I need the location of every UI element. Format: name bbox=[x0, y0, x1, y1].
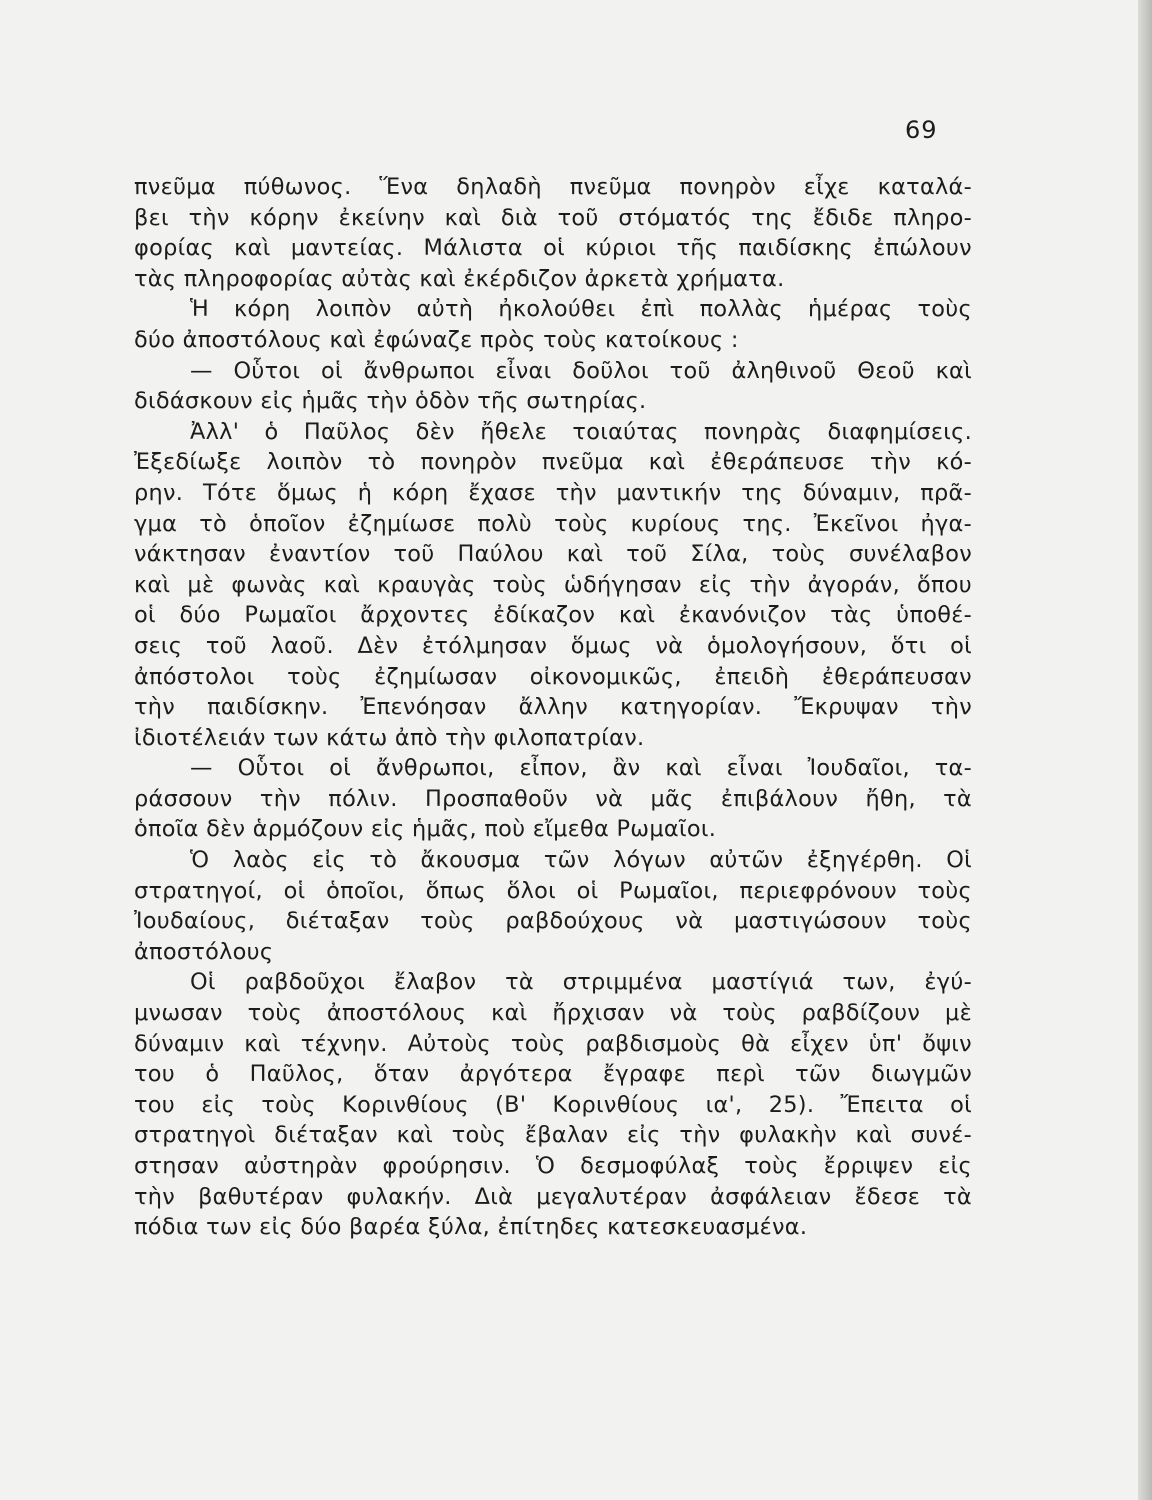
text-line-11: ρην. Τότε ὅμως ἡ κόρη ἔχασε τὴν μαντικήν της δύναμιν, πρᾶ- bbox=[134, 479, 972, 506]
text-line-14: καὶ μὲ φωνὰς καὶ κραυγὰς τοὺς ὡδήγησαν εἰς τὴν ἀγοράν, ὅπου bbox=[134, 571, 972, 598]
text-line-13: νάκτησαν ἐναντίον τοῦ Παύλου καὶ τοῦ Σίλα, τοὺς συνέλαβον bbox=[134, 541, 972, 568]
text-line-1: πνεῦμα πύθωνος. Ἕνα δηλαδὴ πνεῦμα πονηρὸν εἶχε καταλά- bbox=[134, 174, 972, 200]
text-line-6: δύο ἀποστόλους καὶ ἐφώναζε πρὸς τοὺς κατοίκους : bbox=[134, 326, 739, 353]
text-line-21: ράσσουν τὴν πόλιν. Προσπαθοῦν νὰ μᾶς ἐπιβάλουν ἤθη, τὰ bbox=[134, 785, 972, 812]
page-edge-shadow bbox=[1138, 0, 1152, 1500]
text-line-20: — Οὗτοι οἱ ἄνθρωποι, εἶπον, ἂν καὶ εἶναι Ἰουδαῖοι, τα- bbox=[190, 755, 972, 782]
page-number: 69 bbox=[905, 116, 938, 144]
text-line-26: ἀποστόλους bbox=[134, 938, 274, 965]
text-line-3: φορίας καὶ μαντείας. Μάλιστα οἱ κύριοι τῆς παιδίσκης ἐπώλουν bbox=[134, 235, 972, 262]
text-line-25: Ἰουδαίους, διέταξαν τοὺς ραβδούχους νὰ μαστιγώσουν τοὺς bbox=[134, 908, 972, 935]
text-line-24: στρατηγοί, οἱ ὁποῖοι, ὅπως ὅλοι οἱ Ρωμαῖοι, περιεφρόνουν τοὺς bbox=[134, 877, 972, 904]
text-line-9: Ἀλλ' ὁ Παῦλος δὲν ἤθελε τοιαύτας πονηρὰς διαφημίσεις. bbox=[190, 418, 972, 445]
text-line-10: Ἐξεδίωξε λοιπὸν τὸ πονηρὸν πνεῦμα καὶ ἐθεράπευσε τὴν κό- bbox=[134, 449, 972, 476]
text-line-22: ὁποῖα δὲν ἁρμόζουν εἰς ἡμᾶς, ποὺ εἴμεθα Ρωμαῖοι. bbox=[134, 816, 717, 843]
text-line-31: του εἰς τοὺς Κορινθίους (Β' Κορινθίους ια', 25). Ἔπειτα οἱ bbox=[134, 1091, 972, 1118]
text-line-17: ἀπόστολοι τοὺς ἐζημίωσαν οἰκονομικῶς, ἐπειδὴ ἐθεράπευσαν bbox=[134, 663, 972, 690]
text-line-27: Οἱ ραβδοῦχοι ἔλαβον τὰ στριμμένα μαστίγιά των, ἐγύ- bbox=[190, 969, 972, 996]
text-line-15: οἱ δύο Ρωμαῖοι ἄρχοντες ἐδίκαζον καὶ ἐκανόνιζον τὰς ὑποθέ- bbox=[134, 602, 972, 629]
text-line-18: τὴν παιδίσκην. Ἐπενόησαν ἄλλην κατηγορίαν. Ἔκρυψαν τὴν bbox=[134, 694, 972, 721]
text-line-34: τὴν βαθυτέραν φυλακήν. Διὰ μεγαλυτέραν ἀσφάλειαν ἔδεσε τὰ bbox=[134, 1183, 972, 1210]
text-line-29: δύναμιν καὶ τέχνην. Αὐτοὺς τοὺς ραβδισμοὺς θὰ εἶχεν ὑπ' ὄψιν bbox=[134, 1030, 972, 1057]
body-text bbox=[134, 172, 972, 1243]
text-line-35: πόδια των εἰς δύο βαρέα ξύλα, ἐπίτηδες κατεσκευασμένα. bbox=[134, 1214, 808, 1241]
text-line-33: στησαν αὐστηρὰν φρούρησιν. Ὁ δεσμοφύλαξ τοὺς ἔρριψεν εἰς bbox=[134, 1153, 972, 1179]
text-line-30: του ὁ Παῦλος, ὅταν ἀργότερα ἔγραφε περὶ τῶν διωγμῶν bbox=[134, 1061, 972, 1088]
text-line-8: διδάσκουν εἰς ἡμᾶς τὴν ὁδὸν τῆς σωτηρίας. bbox=[134, 388, 647, 415]
text-line-16: σεις τοῦ λαοῦ. Δὲν ἐτόλμησαν ὅμως νὰ ὁμολογήσουν, ὅτι οἱ bbox=[134, 632, 972, 659]
text-line-12: γμα τὸ ὁποῖον ἐζημίωσε πολὺ τοὺς κυρίους της. Ἐκεῖνοι ἠγα- bbox=[134, 510, 972, 537]
text-line-32: στρατηγοὶ διέταξαν καὶ τοὺς ἔβαλαν εἰς τὴν φυλακὴν καὶ συνέ- bbox=[134, 1122, 972, 1149]
text-line-7: — Οὗτοι οἱ ἄνθρωποι εἶναι δοῦλοι τοῦ ἀληθινοῦ Θεοῦ καὶ bbox=[190, 357, 972, 384]
text-line-4: τὰς πληροφορίας αὐτὰς καὶ ἐκέρδιζον ἀρκετὰ χρήματα. bbox=[134, 265, 785, 292]
text-line-2: βει τὴν κόρην ἐκείνην καὶ διὰ τοῦ στόματός της ἔδιδε πληρο- bbox=[134, 204, 972, 231]
text-line-19: ἰδιοτέλειάν των κάτω ἀπὸ τὴν φιλοπατρίαν. bbox=[134, 724, 645, 751]
text-line-28: μνωσαν τοὺς ἀποστόλους καὶ ἤρχισαν νὰ τοὺς ραβδίζουν μὲ bbox=[134, 1000, 972, 1027]
text-line-23: Ὁ λαὸς εἰς τὸ ἄκουσμα τῶν λόγων αὐτῶν ἐξηγέρθη. Οἱ bbox=[190, 847, 972, 874]
text-line-5: Ἡ κόρη λοιπὸν αὐτὴ ἠκολούθει ἐπὶ πολλὰς ἡμέρας τοὺς bbox=[190, 296, 972, 323]
